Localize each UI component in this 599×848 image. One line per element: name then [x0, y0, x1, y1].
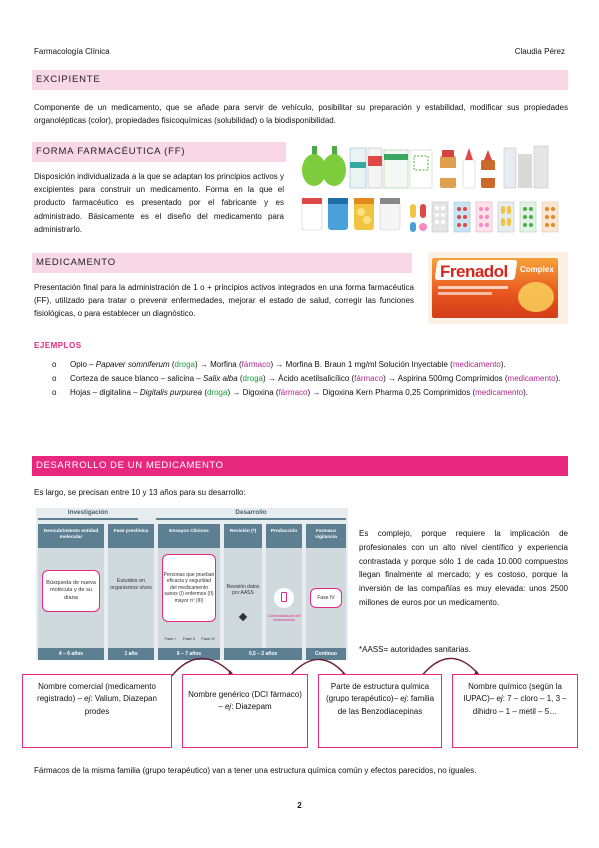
page-number: 2 — [297, 801, 302, 810]
section-title: EXCIPIENTE — [36, 74, 101, 85]
box-subbrand: Complex — [520, 265, 554, 274]
fase-iii-label: Fase III — [201, 636, 215, 641]
col-produccion-header: Producción — [266, 524, 302, 548]
col-descubrimiento-header: Descubrimiento entidad molecular — [38, 524, 104, 548]
phase-investigacion: Investigación — [67, 509, 109, 516]
col-produccion-text: Comercialización del medicamento — [267, 614, 301, 623]
col-ensayos-card: Personas que prueban eficacia y seguridad del medicamento sanos (I) enfermos (II) mayor nº (III) — [162, 554, 216, 622]
col-farmacovigilancia-card: Fase IV — [310, 588, 342, 608]
desarrollo-intro: Es largo, se precisan entre 10 y 13 años para su desarrollo: — [34, 488, 246, 497]
desarrollo-side-text: Es complejo, porque requiere la implicación de profesionales con un alto nivel científico y experiencia contrastada y porque sólo 1 de cada 10.000 compuestos llegan finalmente al mercado; y es costoso, porque la inversión de las compañías es muy elevada: unos 2500 millones de euros por un medicamento. — [359, 529, 568, 607]
box-brand: Frenadol — [440, 262, 508, 281]
phase-desarrollo: Desarrollo — [235, 509, 267, 516]
closing-text: Fármacos de la misma familia (grupo terapéutico) van a tener una estructura química común y efectos parecidos, no iguales. — [34, 766, 477, 775]
col-descubrimiento-card: Búsqueda de nueva molécula y de su diana — [42, 570, 100, 612]
col-ensayos-duration: 6 – 7 años — [158, 648, 220, 660]
list-item: o Corteza de sauce blanco – salicina – Salix alba (droga) → Ácido acetilsalicílico (fármaco) → Aspirina 500mg Comprimidos (medicamento). — [70, 372, 568, 385]
fase-ii-label: Fase II — [182, 636, 196, 641]
medicamento-text: Presentación final para la administración de 1 o + principios activos integrados en una forma farmacéutica (FF), utilizado para tratar o prevenir enfermedades, mejorar el estado de salud, corregir las funciones fisiológicas, o para establecer un diagnóstico. — [34, 283, 414, 319]
flow-box-nombre-generico: Nombre genérico (DCI fármaco) – ej: Diazepam — [182, 674, 308, 748]
section-title: MEDICAMENTO — [36, 257, 116, 268]
section-medicamento-header — [32, 253, 412, 273]
ejemplos-title: EJEMPLOS — [34, 341, 82, 350]
section-forma-header — [32, 142, 286, 162]
pharmaceutical-forms-illustration — [298, 142, 568, 244]
section-title: FORMA FARMACÉUTICA (FF) — [36, 146, 186, 157]
fase-i-label: Fase I — [164, 636, 176, 641]
col-farmacovigilancia-header: Farmaco vigilancia — [306, 524, 346, 548]
col-ensayos-header: Ensayos Clínicos — [158, 524, 220, 548]
col-revision-produccion-duration: 0,5 – 2 años — [224, 648, 302, 660]
list-item: o Opio – Papaver somniferum (droga) → Morfina (fármaco) → Morfina B. Braun 1 mg/ml Solución Inyectable (medicamento). — [70, 358, 568, 371]
col-preclinica-header: Fase preclínica — [108, 524, 154, 548]
col-revision-header: Revisión (*) — [224, 524, 262, 548]
flow-box-estructura-quimica: Parte de estructura química (grupo terapéutico)– ej: familia de las Benzodiacepinas — [318, 674, 442, 748]
section-title: DESARROLLO DE UN MEDICAMENTO — [36, 460, 224, 471]
col-descubrimiento-duration: 4 – 6 años — [38, 648, 104, 660]
frenadol-box-image — [428, 252, 568, 324]
aass-note: *AASS= autoridades sanitarias. — [359, 645, 471, 654]
flow-box-nombre-quimico: Nombre químico (según la IUPAC)– ej: 7 – cloro – 1, 3 – dihidro – 1 – metil – 5… — [452, 674, 578, 748]
header-course: Farmacología Clínica — [34, 47, 110, 56]
ejemplos-list — [70, 358, 568, 401]
header-author: Claudia Pérez — [514, 47, 565, 56]
excipiente-text: Componente de un medicamento, que se añade para servir de vehículo, posibilitar su preparación y estabilidad, modificar sus propiedades organolépticas (color), propiedades fisicoquímicas (solubilidad) o la biodisponibilidad. — [34, 103, 568, 126]
section-desarrollo-header — [32, 456, 568, 476]
col-farmacovigilancia-duration: Continuo — [306, 648, 346, 660]
flow-box-nombre-comercial: Nombre comercial (medicamento registrado) – ej: Valium, Diazepan prodes — [22, 674, 172, 748]
list-item: o Hojas – digitalina – Digitalis purpurea (droga) → Digoxina (fármaco) → Digoxina Kern Pharma 0,25 Comprimidos (medicamento). — [70, 386, 568, 399]
col-preclinica-text: Estudios en organismos vivos — [110, 578, 152, 591]
dropper-icon — [302, 146, 346, 186]
forma-text: Disposición individualizada a la que se adaptan los principios activos y excipientes para construir un medicamento. Forma en la que el producto farmacéutico es presentado por el fabricante y es administrado. Básicamente es el diseño del medicamento para administrarlo. — [34, 172, 284, 234]
section-excipiente-header — [32, 70, 568, 90]
col-preclinica-duration: 1 año — [108, 648, 154, 660]
col-revision-text: Revisión datos por AASS — [226, 584, 260, 597]
